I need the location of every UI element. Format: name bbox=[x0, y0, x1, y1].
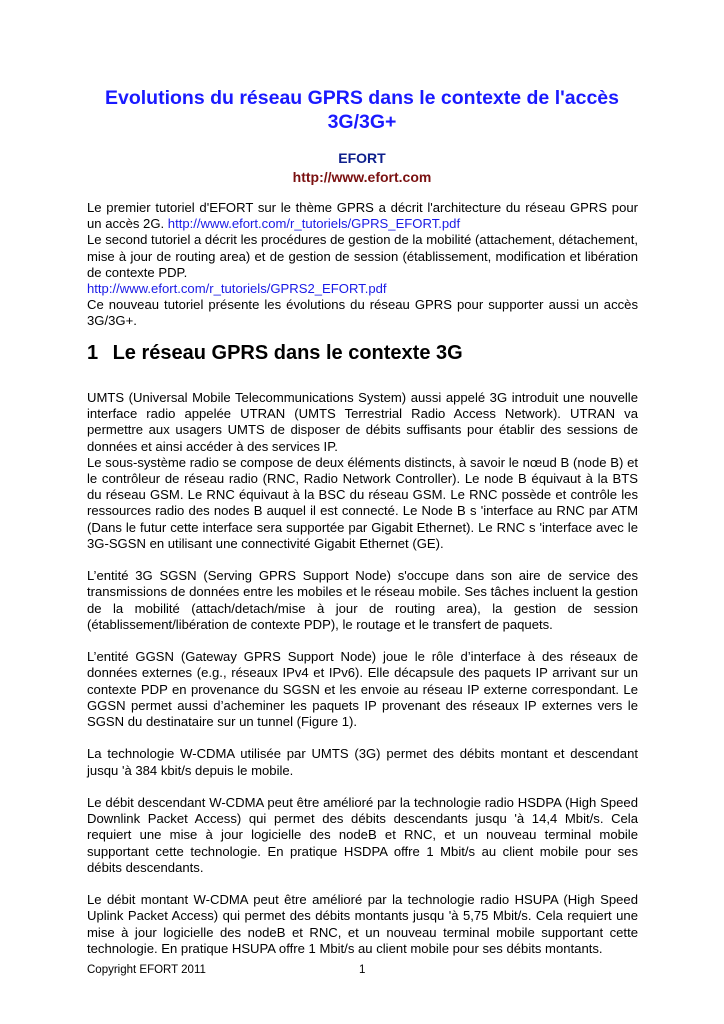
tutorial-1-link[interactable]: http://www.efort.com/r_tutoriels/GPRS_EFORT.pdf bbox=[167, 216, 461, 232]
footer-copyright: Copyright EFORT 2011 bbox=[87, 964, 206, 976]
title-line-1: Evolutions du réseau GPRS dans le contexte de l'accès bbox=[105, 87, 619, 109]
intro-paragraph-1 bbox=[87, 200, 638, 232]
document-title bbox=[80, 86, 644, 134]
section-number: 1 bbox=[87, 342, 99, 364]
section-title: Le réseau GPRS dans le contexte 3G bbox=[112, 342, 463, 364]
paragraph-ggsn: L’entité GGSN (Gateway GPRS Support Node) joue le rôle d’interface à des réseaux de données externes (e.g., réseaux IPv4 et IPv6). Elle décapsule des paquets IP arrivant sur un contexte PDP en provenance du SGSN et les envoie au réseau IP externe correspondant. Le GGSN permet aussi d’acheminer les paquets IP provenant des réseaux IP externes vers le SGSN du destinataire sur un tunnel (Figure 1). bbox=[87, 649, 638, 730]
paragraph-sgsn: L’entité 3G SGSN (Serving GPRS Support Node) s'occupe dans son aire de service des transmissions de données entre les mobiles et le réseau mobile. Ses tâches incluent la gestion de la mobilité (attach/detach/mise à jour de routing area), la gestion de session (établissement/libération de contexte PDP), le routage et le transfert de paquets. bbox=[87, 568, 638, 632]
paragraph-wcdma: La technologie W-CDMA utilisée par UMTS (3G) permet des débits montant et descendant jusqu 'à 384 kbit/s depuis le mobile. bbox=[87, 746, 638, 778]
intro-section bbox=[87, 200, 638, 330]
paragraph-hsdpa: Le débit descendant W-CDMA peut être amélioré par la technologie radio HSDPA (High Speed Downlink Packet Access) qui permet des débits descendants jusqu 'à 14,4 Mbit/s. Cela requiert une mise à jour logicielle des nodeB et RNC, et un nouveau terminal mobile supportant cette technologie. En pratique HSDPA offre 1 Mbit/s au client mobile pour ses débits descendants. bbox=[87, 795, 638, 875]
title-line-2: 3G/3G+ bbox=[327, 111, 397, 133]
intro-paragraph-2: Le second tutoriel a décrit les procédures de gestion de la mobilité (attachement, détachement, mise à jour de routing area) et de gestion de session (établissement, modification et libération de contexte PDP. bbox=[87, 232, 638, 280]
section-body bbox=[87, 390, 638, 957]
section-heading bbox=[87, 340, 463, 366]
page-number: 1 bbox=[359, 964, 366, 976]
paragraph-hsupa: Le débit montant W-CDMA peut être amélioré par la technologie radio HSUPA (High Speed Uplink Packet Access) qui permet des débits montants jusqu 'à 5,75 Mbit/s. Cela requiert une mise à jour logicielle des nodeB et RNC, et un nouveau terminal mobile supportant cette technologie. En pratique HSUPA offre 1 Mbit/s au client mobile pour ses débits montants. bbox=[87, 892, 638, 956]
author: EFORT bbox=[338, 150, 386, 166]
intro-paragraph-3: Ce nouveau tutoriel présente les évolutions du réseau GPRS pour supporter aussi un accès 3G/3G+. bbox=[87, 297, 638, 329]
intro-text-1: Le premier tutoriel d'EFORT sur le thème GPRS a décrit l'architecture du réseau GPRS pour un accès 2G. bbox=[87, 200, 638, 232]
paragraph-radio-subsystem: Le sous-système radio se compose de deux éléments distincts, à savoir le nœud B (node B) et le contrôleur de réseau radio (RNC, Radio Network Controller). Le node B équivaut à la BTS du réseau GSM. Le RNC équivaut à la BSC du réseau GSM. Le RNC possède et contrôle les ressources radio des nodes B auquel il est connecté. Le Node B s 'interface au RNC par ATM (Dans le futur cette interface sera supportée par Gigabit Ethernet). Le RNC s 'interface avec le 3G-SGSN en utilisant une connectivité Gigabit Ethernet (GE). bbox=[87, 454, 638, 551]
paragraph-umts: UMTS (Universal Mobile Telecommunications System) aussi appelé 3G introduit une nouvelle interface radio appelée UTRAN (UMTS Terrestrial Radio Access Network). UTRAN va permettre aux usagers UMTS de disposer de débits suffisants pour établir des sessions de données et ainsi accéder à des services IP. bbox=[87, 390, 638, 454]
site-url-link[interactable]: http://www.efort.com bbox=[292, 169, 432, 185]
tutorial-2-link[interactable]: http://www.efort.com/r_tutoriels/GPRS2_EFORT.pdf bbox=[87, 281, 387, 297]
